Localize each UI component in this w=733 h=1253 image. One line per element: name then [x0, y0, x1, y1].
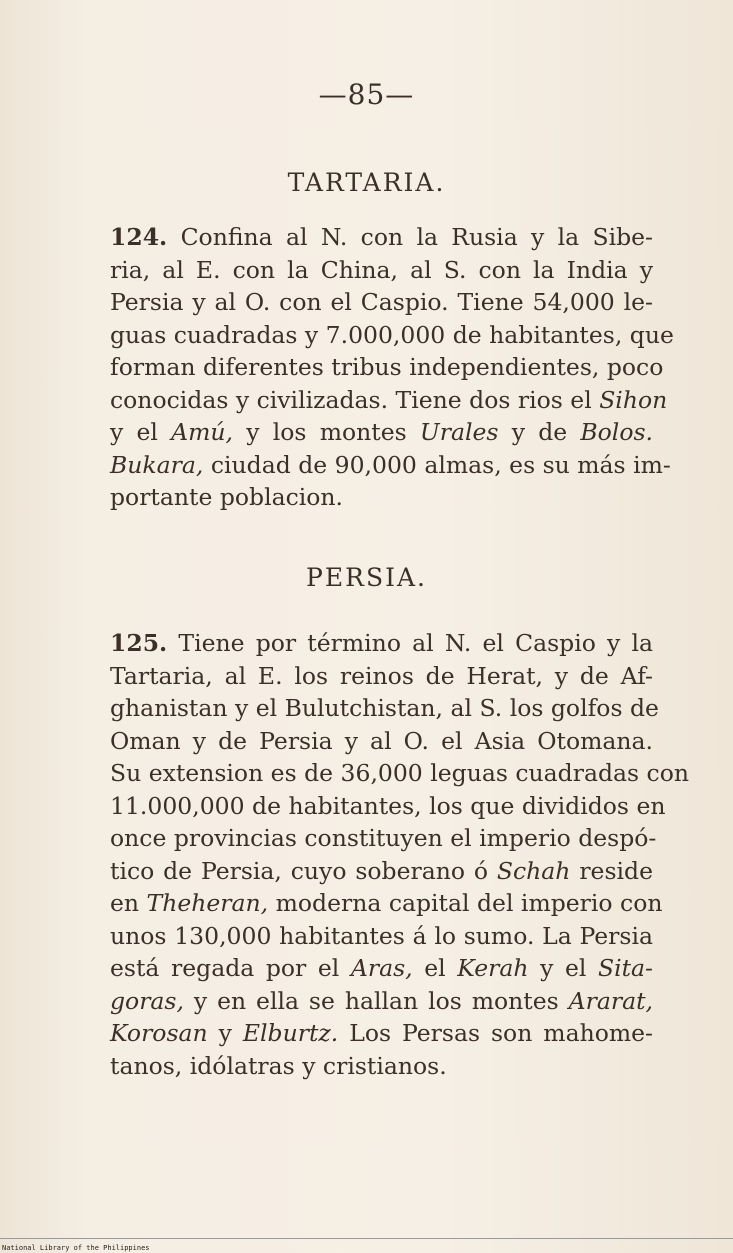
text-run: Su extension es de 36,000 leguas cuadradas con	[110, 759, 689, 787]
paragraph-125	[110, 627, 689, 1082]
italic-term: Amú,	[171, 418, 234, 446]
text-run: conocidas y civilizadas. Tiene dos rios el	[110, 385, 600, 414]
text-run: ria, al E. con la China, al S. con la India y	[110, 255, 653, 284]
text-run: tanos, idólatras y cristianos.	[110, 1051, 447, 1080]
italic-term: Sita-	[597, 954, 653, 982]
text-run: Persia y al O. con el Caspio. Tiene 54,000 le-	[110, 288, 653, 316]
text-line	[110, 384, 668, 417]
text-line	[110, 920, 653, 953]
text-line	[110, 319, 674, 352]
text-run: once provincias constituyen el imperio despó-	[110, 824, 657, 852]
paragraph-number: 124.	[110, 223, 168, 251]
text-run: ghanistan y el Bulutchistan, al S. los golfos de	[110, 694, 659, 722]
text-line	[110, 221, 653, 254]
text-run: y en ella se hallan los montes	[183, 986, 569, 1015]
text-run: Tiene por término al N. el Caspio y la	[167, 629, 653, 657]
text-run: moderna capital del imperio con	[268, 889, 663, 917]
text-line	[110, 627, 653, 660]
text-run: y el	[110, 418, 172, 446]
text-line	[110, 416, 653, 449]
text-run: forman diferentes tribus independientes, poco	[110, 353, 664, 381]
text-line	[110, 1017, 653, 1050]
text-run: y los montes	[233, 418, 420, 446]
text-run: unos 130,000 habitantes á lo sumo. La Persia	[110, 921, 653, 950]
text-run: Confina al N. con la Rusia y la Sibe-	[167, 223, 653, 251]
page-number: —85—	[318, 78, 415, 111]
text-run: portante poblacion.	[110, 483, 344, 511]
text-line	[110, 855, 653, 888]
text-line	[110, 660, 653, 693]
italic-term: Elburtz.	[242, 1019, 339, 1047]
italic-term: Bolos.	[580, 418, 654, 446]
section-title-tartaria: TARTARIA.	[287, 168, 446, 197]
text-run: Oman y de Persia y al O. el Asia Otomana.	[110, 726, 653, 755]
italic-term: Kerah	[457, 954, 529, 982]
italic-term: Aras,	[350, 954, 413, 982]
text-line	[110, 822, 657, 855]
text-run: 11.000,000 de habitantes, los que divididos en	[110, 791, 666, 820]
text-line	[110, 692, 659, 725]
text-run: y el	[528, 954, 598, 982]
italic-term: Korosan	[110, 1019, 208, 1047]
italic-term: Urales	[419, 418, 499, 446]
text-run: y	[207, 1019, 243, 1047]
paragraph-number: 125.	[110, 629, 168, 657]
text-line	[110, 757, 689, 790]
italic-term: Sihon	[599, 385, 668, 414]
text-line	[110, 725, 653, 758]
text-run: reside	[570, 856, 653, 885]
text-run: guas cuadradas y 7.000,000 de habitantes, que	[110, 320, 674, 349]
text-run: en	[110, 889, 147, 917]
text-run: Los Persas son mahome-	[338, 1019, 653, 1047]
text-line	[110, 790, 666, 823]
italic-term: Bukara,	[110, 450, 204, 479]
library-footer: National Library of the Philippines	[2, 1244, 150, 1252]
text-run: ciudad de 90,000 almas, es su más im-	[203, 450, 671, 479]
text-line	[110, 449, 671, 482]
section-title-persia: PERSIA.	[306, 563, 427, 592]
text-run: el	[412, 954, 458, 982]
italic-term: goras,	[110, 986, 184, 1015]
text-run: tico de Persia, cuyo soberano ó	[110, 856, 497, 885]
text-line	[110, 1050, 653, 1083]
text-run: y de	[498, 418, 581, 446]
text-line	[110, 887, 663, 920]
text-line	[110, 351, 664, 384]
text-run: Tartaria, al E. los reinos de Herat, y de Af-	[110, 661, 653, 690]
text-line	[110, 952, 653, 985]
italic-term: Ararat,	[568, 986, 653, 1015]
footer-divider	[0, 1238, 733, 1239]
text-line	[110, 985, 653, 1018]
text-line	[110, 254, 653, 287]
paragraph-124	[110, 221, 674, 514]
text-line	[110, 286, 653, 319]
italic-term: Theheran,	[146, 889, 269, 917]
text-line	[110, 481, 653, 514]
text-run: está regada por el	[110, 954, 351, 982]
italic-term: Schah	[496, 856, 571, 885]
